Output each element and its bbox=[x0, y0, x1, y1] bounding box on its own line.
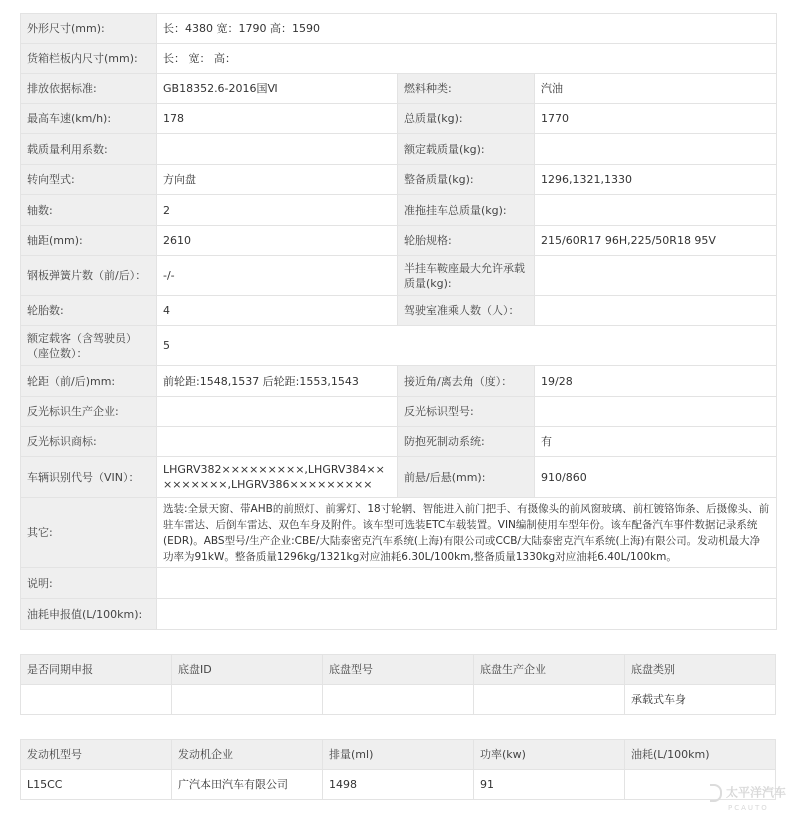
value-abs: 有 bbox=[535, 427, 777, 457]
spec-row bbox=[21, 296, 777, 326]
watermark-text: 太平洋汽车 bbox=[726, 785, 787, 800]
engine-power: 91 bbox=[474, 770, 625, 800]
value-cargo-dimensions: 长： 宽： 高： bbox=[157, 44, 777, 74]
label-load-utilization: 载质量利用系数: bbox=[21, 134, 157, 165]
label-track-width: 轮距（前/后)mm: bbox=[21, 366, 157, 397]
spec-row bbox=[21, 256, 777, 296]
label-reflector-model: 反光标识型号: bbox=[398, 397, 535, 427]
spec-row bbox=[21, 165, 777, 195]
label-cargo-dimensions: 货箱栏板内尺寸(mm): bbox=[21, 44, 157, 74]
label-other: 其它: bbox=[21, 498, 157, 568]
engine-header-row bbox=[21, 740, 776, 770]
chassis-header-id: 底盘ID bbox=[172, 655, 323, 685]
value-steering-type: 方向盘 bbox=[157, 165, 398, 195]
spec-row-other bbox=[21, 498, 777, 568]
label-leaf-springs: 钢板弹簧片数（前/后）： bbox=[21, 256, 157, 296]
spec-row bbox=[21, 104, 777, 134]
value-notes bbox=[157, 568, 777, 599]
value-curb-weight: 1296,1321,1330 bbox=[535, 165, 777, 195]
spec-row bbox=[21, 457, 777, 498]
engine-model: L15CC bbox=[21, 770, 172, 800]
spec-row-seats bbox=[21, 326, 777, 366]
spec-row-fuel-declared bbox=[21, 599, 777, 630]
spec-row bbox=[21, 195, 777, 226]
label-axle-count: 轴数: bbox=[21, 195, 157, 226]
label-rated-load: 额定载质量(kg): bbox=[398, 134, 535, 165]
value-seats: 5 bbox=[157, 326, 777, 366]
engine-header-displacement: 排量(ml) bbox=[323, 740, 474, 770]
value-reflector-model bbox=[535, 397, 777, 427]
value-axle-count: 2 bbox=[157, 195, 398, 226]
label-tire-count: 轮胎数: bbox=[21, 296, 157, 326]
chassis-id bbox=[172, 685, 323, 715]
value-tire-spec: 215/60R17 96H,225/50R18 95V bbox=[535, 226, 777, 256]
label-steering-type: 转向型式: bbox=[21, 165, 157, 195]
pcauto-logo-icon bbox=[710, 784, 722, 802]
label-fuel-type: 燃料种类: bbox=[398, 74, 535, 104]
value-reflector-maker bbox=[157, 397, 398, 427]
value-dimensions: 长：4380 宽：1790 高：1590 bbox=[157, 14, 777, 44]
chassis-data-row bbox=[21, 685, 776, 715]
chassis-simultaneous bbox=[21, 685, 172, 715]
label-notes: 说明: bbox=[21, 568, 157, 599]
engine-header-maker: 发动机企业 bbox=[172, 740, 323, 770]
value-other: 选装:全景天窗、带AHB的前照灯、前雾灯、18寸轮辋、智能进入前门把手、有摄像头的前风窗玻璃、前杠镀铬饰条、后摄像头、前驻车雷达、后倒车雷达、双色车身及附件。该车型可选装ETC车载装置。VIN编制使用车型年份。该车配备汽车事件数据记录系统(EDR)。ABS型号/生产企业:CBE/大陆泰密克汽车系统(上海)有限公司或CCB/大陆泰密克汽车系统(上海)有限公司。发动机最大净功率为91kW。整备质量1296kg/1321kg对应油耗6.30L/100km,整备质量1330kg对应油耗6.40L/100km。 bbox=[157, 498, 777, 568]
label-abs: 防抱死制动系统: bbox=[398, 427, 535, 457]
value-leaf-springs: -/- bbox=[157, 256, 398, 296]
value-trailer-mass bbox=[535, 195, 777, 226]
label-fuel-declared: 油耗申报值(L/100km): bbox=[21, 599, 157, 630]
vehicle-spec-table bbox=[20, 13, 777, 630]
spec-row bbox=[21, 366, 777, 397]
chassis-header-simultaneous: 是否同期申报 bbox=[21, 655, 172, 685]
spec-row-cargo-dimensions bbox=[21, 44, 777, 74]
spec-row bbox=[21, 397, 777, 427]
spec-row bbox=[21, 427, 777, 457]
value-tire-count: 4 bbox=[157, 296, 398, 326]
spec-row bbox=[21, 226, 777, 256]
value-fuel-declared bbox=[157, 599, 777, 630]
label-gross-mass: 总质量(kg): bbox=[398, 104, 535, 134]
engine-header-fuel: 油耗(L/100km) bbox=[625, 740, 776, 770]
label-saddle-load: 半挂车鞍座最大允许承载质量(kg): bbox=[398, 256, 535, 296]
label-reflector-brand: 反光标识商标: bbox=[21, 427, 157, 457]
spec-row-notes bbox=[21, 568, 777, 599]
spec-row bbox=[21, 134, 777, 165]
label-seats: 额定载客（含驾驶员）（座位数）： bbox=[21, 326, 157, 366]
engine-displacement: 1498 bbox=[323, 770, 474, 800]
label-dimensions: 外形尺寸(mm): bbox=[21, 14, 157, 44]
chassis-maker bbox=[474, 685, 625, 715]
value-approach-departure: 19/28 bbox=[535, 366, 777, 397]
value-emission-standard: GB18352.6-2016国Ⅵ bbox=[157, 74, 398, 104]
value-fuel-type: 汽油 bbox=[535, 74, 777, 104]
label-approach-departure: 接近角/离去角（度）： bbox=[398, 366, 535, 397]
chassis-model bbox=[323, 685, 474, 715]
value-reflector-brand bbox=[157, 427, 398, 457]
engine-header-model: 发动机型号 bbox=[21, 740, 172, 770]
value-max-speed: 178 bbox=[157, 104, 398, 134]
label-emission-standard: 排放依据标准: bbox=[21, 74, 157, 104]
chassis-header-maker: 底盘生产企业 bbox=[474, 655, 625, 685]
value-vin: LHGRV382×××××××××,LHGRV384×××××××××,LHGRV386××××××××× bbox=[157, 457, 398, 498]
engine-data-row bbox=[21, 770, 776, 800]
engine-header-power: 功率(kw) bbox=[474, 740, 625, 770]
label-wheelbase: 轴距(mm): bbox=[21, 226, 157, 256]
label-trailer-mass: 准拖挂车总质量(kg): bbox=[398, 195, 535, 226]
label-vin: 车辆识别代号（VIN）： bbox=[21, 457, 157, 498]
watermark-sub: PCAUTO bbox=[728, 804, 769, 812]
chassis-header-model: 底盘型号 bbox=[323, 655, 474, 685]
chassis-header-category: 底盘类别 bbox=[625, 655, 776, 685]
value-rated-load bbox=[535, 134, 777, 165]
chassis-header-row bbox=[21, 655, 776, 685]
value-overhang: 910/860 bbox=[535, 457, 777, 498]
pcauto-watermark bbox=[710, 784, 786, 814]
value-wheelbase: 2610 bbox=[157, 226, 398, 256]
label-curb-weight: 整备质量(kg): bbox=[398, 165, 535, 195]
engine-table bbox=[20, 739, 776, 800]
spec-row bbox=[21, 74, 777, 104]
label-reflector-maker: 反光标识生产企业: bbox=[21, 397, 157, 427]
chassis-category: 承载式车身 bbox=[625, 685, 776, 715]
engine-maker: 广汽本田汽车有限公司 bbox=[172, 770, 323, 800]
value-gross-mass: 1770 bbox=[535, 104, 777, 134]
spec-row-dimensions bbox=[21, 14, 777, 44]
label-tire-spec: 轮胎规格: bbox=[398, 226, 535, 256]
value-track-width: 前轮距:1548,1537 后轮距:1553,1543 bbox=[157, 366, 398, 397]
value-cab-capacity bbox=[535, 296, 777, 326]
chassis-table bbox=[20, 654, 776, 715]
value-saddle-load bbox=[535, 256, 777, 296]
label-max-speed: 最高车速(km/h): bbox=[21, 104, 157, 134]
value-load-utilization bbox=[157, 134, 398, 165]
label-overhang: 前悬/后悬(mm): bbox=[398, 457, 535, 498]
label-cab-capacity: 驾驶室准乘人数（人）： bbox=[398, 296, 535, 326]
